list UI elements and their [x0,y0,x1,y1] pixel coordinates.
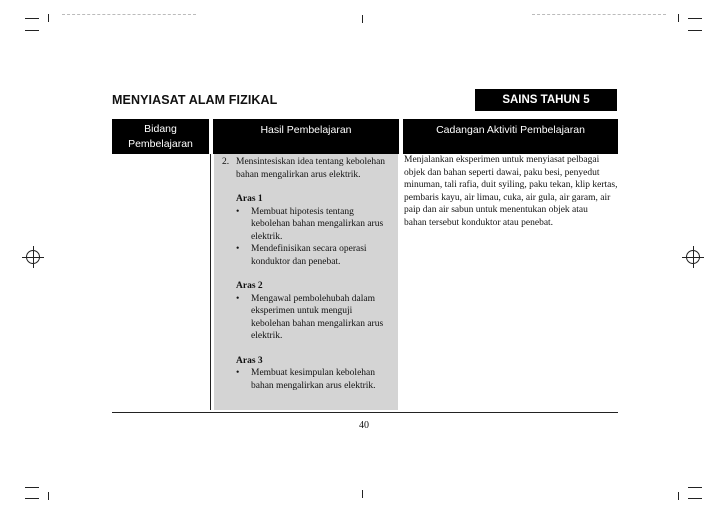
list-item-line: elektrik. [251,331,283,341]
crop-mark [678,14,679,22]
registration-mark-icon [26,250,40,264]
outcome-line: Mensintesiskan idea tentang kebolehan [236,157,386,167]
crop-mark [48,492,49,500]
activity-line: objek dan bahan seperti dawai, paku besi, penyedut [404,167,600,178]
bullet-icon: • [236,206,240,217]
crop-mark [678,492,679,500]
crop-mark [688,18,702,19]
activity-line: minuman, tali rafia, duit syiling, paku tekan, klip kertas, [404,180,618,190]
list-item-line: bahan mengalirkan arus elektrik. [251,380,376,391]
list-item-line: Membuat hipotesis tentang [251,206,354,217]
activity-suggestion [404,154,619,229]
level-title: Aras 3 [236,355,263,366]
outcome-number: 2. [222,157,230,167]
list-item-line: Mendefinisikan secara operasi [251,244,367,254]
header-bidang-line1: Bidang [144,123,177,135]
crop-mark [48,14,49,22]
list-item-line: konduktor dan penebat. [251,256,341,267]
crop-mark [25,18,39,19]
list-item [236,243,394,268]
outcome-line: bahan mengalirkan arus elektrik. [236,169,361,180]
list-item-line: Membuat kesimpulan kebolehan [251,368,375,378]
level-title: Aras 2 [236,281,263,291]
trim-line [532,14,666,15]
bullet-icon: • [236,244,240,254]
list-item-line: kebolehan bahan mengalirkan arus [251,219,384,229]
bullet-icon: • [236,293,240,304]
header-bidang-line2: Pembelajaran [128,138,193,150]
section-title: MENYIASAT ALAM FIZIKAL [112,93,278,107]
crop-mark [25,498,39,499]
list-item [236,206,394,244]
learning-outcome [222,156,394,392]
bullet-icon: • [236,368,240,378]
activity-line: Menjalankan eksperimen untuk menyiasat pelbagai [404,155,600,165]
activity-line: paip dan air sabun untuk menentukan objek atau [404,205,588,215]
header-cadangan: Cadangan Aktiviti Pembelajaran [403,119,618,154]
header-bidang [112,119,209,154]
crop-mark [25,30,39,31]
list-item [236,367,394,392]
column-divider [210,154,211,410]
crop-mark [688,30,702,31]
list-item-line: kebolehan bahan mengalirkan arus [251,318,384,329]
crop-mark [688,498,702,499]
list-item-line: Mengawal pembolehubah dalam [251,293,375,304]
table-bottom-rule [112,412,618,413]
trim-line [62,14,196,15]
page-number: 40 [359,420,369,431]
crop-mark [362,490,363,498]
list-item-line: eksperimen untuk menguji [251,306,353,316]
list-item [236,293,394,343]
registration-mark-icon [686,250,700,264]
table-header [112,119,618,154]
level-title: Aras 1 [236,194,263,204]
crop-mark [25,487,39,488]
activity-line: pembaris kayu, air limau, cuka, air gula, air garam, air [404,192,611,203]
activity-line: bahan tersebut konduktor atau penebat. [404,217,554,228]
crop-mark [688,487,702,488]
header-hasil: Hasil Pembelajaran [213,119,399,154]
crop-mark [362,15,363,23]
list-item-line: elektrik. [251,231,283,242]
subject-badge: SAINS TAHUN 5 [475,89,617,111]
